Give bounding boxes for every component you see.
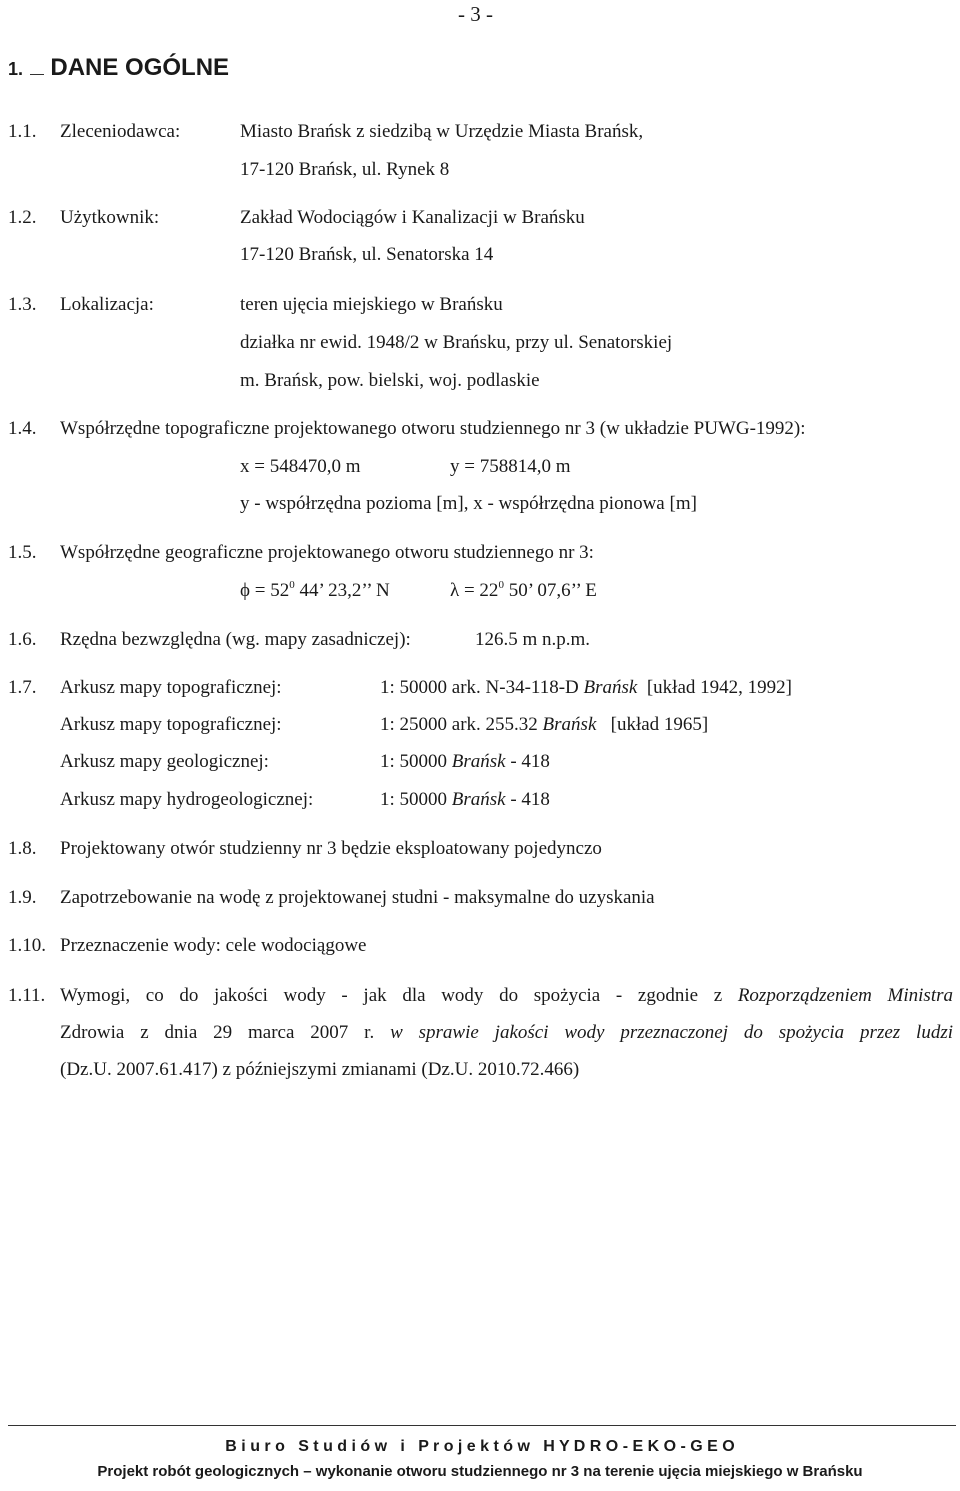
item-value: 17-120 Brańsk, ul. Rynek 8 — [240, 159, 450, 180]
item-text: Zapotrzebowanie na wodę z projektowanej studni - maksymalne do uzyskania — [60, 887, 655, 908]
map-value: 1: 50000 Brańsk - 418 — [380, 751, 550, 772]
item-text: Przeznaczenie wody: cele wodociągowe — [60, 935, 367, 956]
section-heading — [8, 54, 229, 82]
item-value: działka nr ewid. 1948/2 w Brańsku, przy ul. Senatorskiej — [240, 332, 673, 353]
item-number: 1.6. — [8, 629, 37, 650]
requirements-line-3: (Dz.U. 2007.61.417) z późniejszymi zmianami (Dz.U. 2010.72.466) — [60, 1059, 580, 1080]
item-number: 1.2. — [8, 207, 37, 228]
item-number: 1.4. — [8, 418, 37, 439]
longitude: $\lambda = 22^0$ 50’ 07,6’’ E — [450, 579, 597, 601]
map-label: Arkusz mapy topograficznej: — [60, 677, 282, 698]
item-number: 1.8. — [8, 838, 37, 859]
item-text: Rzędna bezwzględna (wg. mapy zasadniczej): — [60, 629, 411, 650]
requirements-line-2: Zdrowia z dnia 29 marca 2007 r. w sprawie jakości wody przeznaczonej do spożycia przez ludzi — [60, 1022, 953, 1043]
item-number: 1.3. — [8, 294, 37, 315]
item-number: 1.9. — [8, 887, 37, 908]
item-value: Miasto Brańsk z siedzibą w Urzędzie Miasta Brańsk, — [240, 121, 644, 142]
map-value: 1: 50000 Brańsk - 418 — [380, 789, 550, 810]
map-label: Arkusz mapy topograficznej: — [60, 714, 282, 735]
requirements-line-1: Wymogi, co do jakości wody - jak dla wody do spożycia - zgodnie z Rozporządzeniem Ministra — [60, 985, 953, 1006]
heading-title: DANE OGÓLNE — [50, 54, 230, 81]
map-value: 1: 50000 ark. N-34-118-D Brańsk [układ 1942, 1992] — [380, 677, 792, 698]
coordinate-y: y = 758814,0 m — [450, 456, 571, 477]
coordinate-x: x = 548470,0 m — [240, 456, 361, 477]
item-label: Użytkownik: — [60, 207, 160, 228]
item-label: Zleceniodawca: — [60, 121, 181, 142]
map-label: Arkusz mapy hydrogeologicznej: — [60, 789, 314, 810]
item-label: Lokalizacja: — [60, 294, 154, 315]
latitude: $\phi = 52^0$ 44’ 23,2’’ N — [240, 579, 390, 601]
item-value: teren ujęcia miejskiego w Brańsku — [240, 294, 503, 315]
item-number: 1.5. — [8, 542, 37, 563]
footer-company: B i u r o S t u d i ó w i P r o j e k t ó w H Y D R O - E K O - G E O — [225, 1438, 735, 1455]
item-value: 17-120 Brańsk, ul. Senatorska 14 — [240, 244, 494, 265]
footer-project: Projekt robót geologicznych – wykonanie otworu studziennego nr 3 na terenie ujęcia miejskiego w Brańsku — [97, 1463, 863, 1480]
item-value: Zakład Wodociągów i Kanalizacji w Brańsku — [240, 207, 585, 228]
heading-number: 1. — [8, 59, 24, 79]
item-text: Współrzędne geograficzne projektowanego otworu studziennego nr 3: — [60, 542, 594, 563]
map-value: 1: 25000 ark. 255.32 Brańsk [układ 1965] — [380, 714, 709, 735]
page-number: - 3 - — [458, 2, 493, 26]
item-number: 1.10. — [8, 935, 46, 956]
elevation-value: 126.5 m n.p.m. — [475, 629, 591, 650]
map-label: Arkusz mapy geologicznej: — [60, 751, 269, 772]
item-text: Współrzędne topograficzne projektowanego otworu studziennego nr 3 (w układzie PUWG-1992): — [60, 418, 806, 439]
item-number: 1.1. — [8, 121, 37, 142]
item-text: Projektowany otwór studzienny nr 3 będzie eksploatowany pojedynczo — [60, 838, 602, 859]
footer-divider — [8, 1425, 956, 1426]
coordinate-note: y - współrzędna pozioma [m], x - współrzędna pionowa [m] — [240, 493, 697, 514]
item-value: m. Brańsk, pow. bielski, woj. podlaskie — [240, 370, 540, 391]
item-number: 1.7. — [8, 677, 37, 698]
item-number: 1.11. — [8, 985, 46, 1006]
